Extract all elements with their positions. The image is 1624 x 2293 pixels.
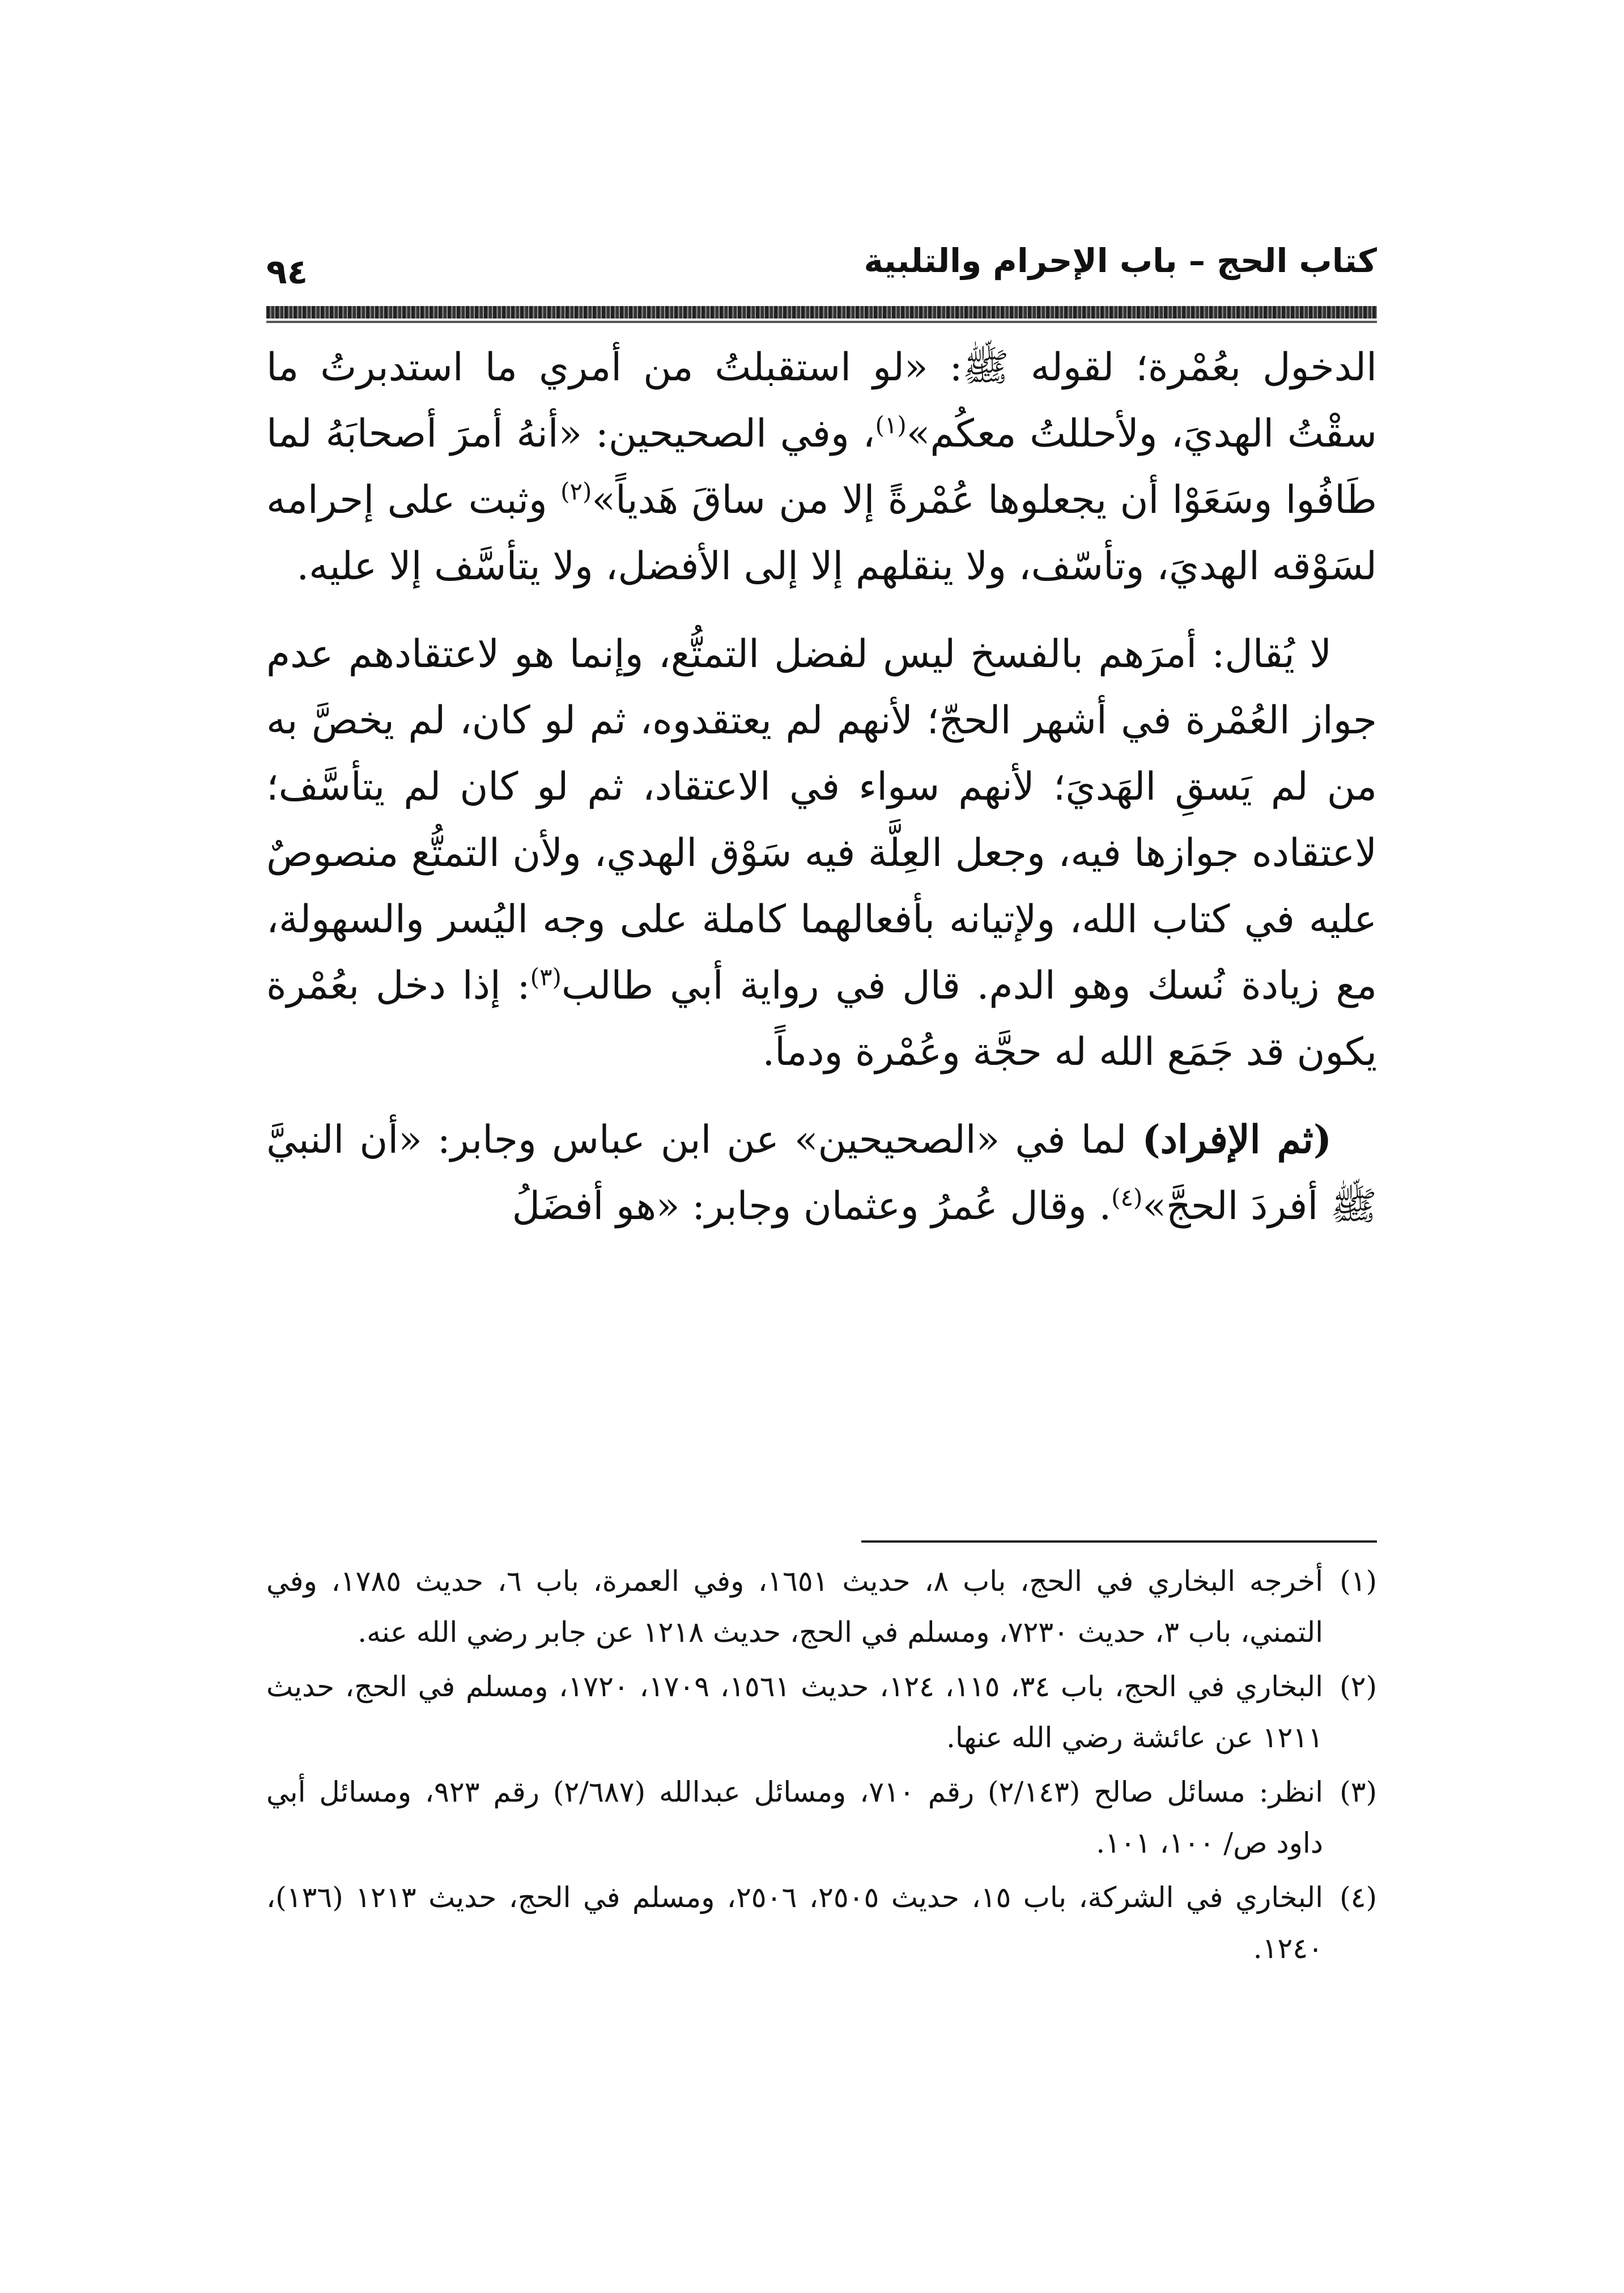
footnote-text: البخاري في الشركة، باب ١٥، حديث ٢٥٠٥، ٢٥٠٦، ومسلم في الحج، حديث ١٢١٣ (١٣٦)، ١٢٤٠. xyxy=(266,1881,1324,1965)
paragraph-3-term: (ثم الإفراد) xyxy=(1142,1117,1332,1162)
footnote-ref-3: (٣) xyxy=(530,963,562,991)
paragraph-1-part-c: وثبت على إحرامه لسَوْقه الهديَ، وتأسّف، ولا ينقلهم إلا إلى الأفضل، ولا يتأسَّف إلا عليه. xyxy=(266,478,1377,589)
footnote-2 xyxy=(266,1661,1377,1763)
paragraph-1-part-b: ، وفي الصحيحين: «أنهُ أمرَ أصحابَهُ لما طَافُوا وسَعَوْا أن يجعلوها عُمْرةً إلا من ساقَ هَدياً» xyxy=(266,411,1377,523)
paragraph-3-part-a: لما في «الصحيحين» عن ابن عباس وجابر: «أن النبيَّ ﷺ أفردَ الحجَّ» xyxy=(266,1118,1377,1229)
footnote-text: البخاري في الحج، باب ٣٤، ١١٥، ١٢٤، حديث ١٥٦١، ١٧٠٩، ١٧٢٠، ومسلم في الحج، حديث ١٢١١ عن عائشة رضي الله عنها. xyxy=(266,1670,1324,1754)
footnote-separator xyxy=(861,1540,1377,1543)
footnote-ref-4: (٤) xyxy=(1111,1183,1143,1212)
main-text xyxy=(266,334,1377,1261)
footnotes xyxy=(266,1556,1377,1977)
paragraph-2-part-b: : إذا دخل بعُمْرة يكون قد جَمَع الله له حجَّة وعُمْرة ودماً. xyxy=(266,963,1377,1075)
paragraph-1-part-a: الدخول بعُمْرة؛ لقوله ﷺ: «لو استقبلتُ من أمري ما استدبرتُ ما سقْتُ الهديَ، ولأحللتُ معكُم» xyxy=(266,345,1378,456)
footnote-text: أخرجه البخاري في الحج، باب ٨، حديث ١٦٥١، وفي العمرة، باب ٦، حديث ١٧٨٥، وفي التمني، باب ٣، حديث ٧٢٣٠، ومسلم في الحج، حديث ١٢١٨ عن جابر رضي الله عنه. xyxy=(266,1565,1324,1649)
footnote-number: (٤) xyxy=(1340,1881,1377,1914)
footnote-number: (٢) xyxy=(1340,1670,1377,1703)
footnote-ref-2: (٢) xyxy=(560,477,592,506)
page-number: ٩٤ xyxy=(266,252,308,292)
running-header xyxy=(266,238,1377,300)
header-rule xyxy=(266,306,1377,319)
paragraph-3 xyxy=(266,1107,1377,1239)
paragraph-2-part-a: لا يُقال: أمرَهم بالفسخ ليس لفضل التمتُّع، وإنما هو لاعتقادهم عدم جواز العُمْرة في أشهر الحجّ؛ لأنهم لم يعتقدوه، ثم لو كان، لم يخصَّ به من لم يَسقِ الهَديَ؛ لأنهم سواء في الاعتقاد، ثم لو كان لم يتأسَّف؛ لاعتقاده جوازها فيه، وجعل العِلَّة فيه سَوْق الهدي، ولأن التمتُّع منصوصٌ عليه في كتاب الله، ولإتيانه بأفعالهما كاملة على وجه اليُسر والسهولة، مع زيادة نُسك وهو الدم. قال في رواية أبي طالب xyxy=(266,632,1377,1008)
header-title: كتاب الحج – باب الإحرام والتلبية xyxy=(864,241,1377,280)
paragraph-1 xyxy=(266,334,1377,600)
footnote-ref-1: (١) xyxy=(875,411,907,439)
header-rule-thin xyxy=(266,321,1377,323)
footnote-number: (٣) xyxy=(1340,1776,1377,1808)
paragraph-3-part-b: . وقال عُمرُ وعثمان وجابر: «هو أفضَلُ xyxy=(512,1184,1112,1229)
footnote-3 xyxy=(266,1767,1377,1869)
footnote-text: انظر: مسائل صالح (٢/١٤٣) رقم ٧١٠، ومسائل عبدالله (٢/٦٨٧) رقم ٩٢٣، ومسائل أبي داود ص/ ١٠٠، ١٠١. xyxy=(266,1776,1323,1859)
paragraph-2 xyxy=(266,621,1377,1085)
footnote-4 xyxy=(266,1872,1377,1974)
footnote-number: (١) xyxy=(1340,1565,1377,1598)
footnote-1 xyxy=(266,1556,1377,1658)
